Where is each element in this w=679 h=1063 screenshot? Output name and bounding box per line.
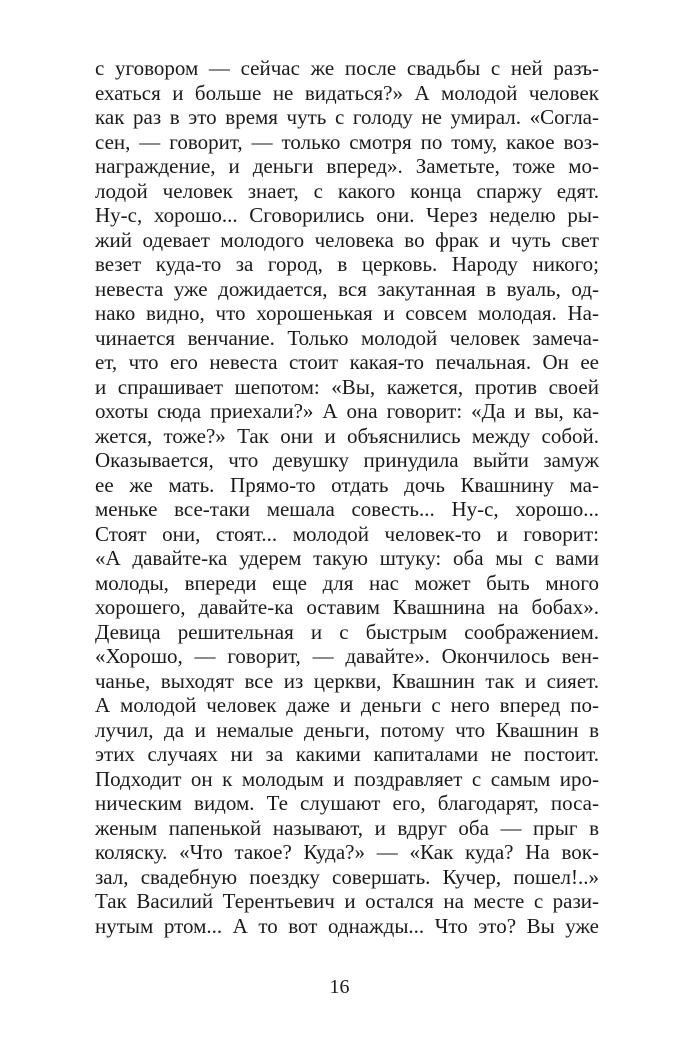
text-line: ет, что его невеста стоит какая-то печальная. Он ее [95, 350, 599, 374]
text-line: меньке все-таки мешала совесть... Ну-с, хорошо... [95, 497, 599, 521]
text-line: Оказывается, что девушку принудила выйти замуж [95, 448, 599, 472]
text-line: жется, тоже?» Так они и объяснились между собой. [95, 423, 599, 448]
text-line: Подходит он к молодым и поздравляет с самым иро- [95, 766, 599, 791]
text-line: награждение, и деньги вперед». Заметьте, тоже мо- [95, 154, 599, 178]
body-text [95, 56, 599, 938]
text-line: лучил, да и немалые деньги, потому что Квашнин в [95, 717, 599, 742]
text-line: с уговором — сейчас же после свадьбы с ней разъ- [95, 56, 599, 80]
text-line: Девица решительная и с быстрым соображением. [95, 619, 599, 644]
text-line: хорошего, давайте-ка оставим Квашнина на бобах». [95, 595, 599, 619]
text-line: ехаться и больше не видаться?» А молодой человек [95, 80, 599, 105]
text-line: чинается венчание. Только молодой человек замеча- [95, 325, 599, 350]
text-line: ническим видом. Те слушают его, благодарят, поса- [95, 791, 599, 815]
text-line: охоты сюда приехали?» А она говорит: «Да и вы, ка- [95, 399, 599, 423]
text-line: чанье, выходят все из церкви, Квашнин так и сияет. [95, 668, 599, 693]
text-line: этих случаях ни за какими капиталами не постоит. [95, 742, 599, 766]
text-line: нутым ртом... А то вот однажды... Что это? Вы уже [95, 913, 599, 938]
text-line: Ну-с, хорошо... Сговорились они. Через неделю ры- [95, 203, 599, 227]
text-line: коляску. «Что такое? Куда?» — «Как куда? На вок- [95, 840, 599, 864]
text-line: женым папенькой называют, и вдруг оба — прыг в [95, 815, 599, 840]
text-line: сен, — говорит, — только смотря по тому, какое воз- [95, 129, 599, 154]
text-line: ее же мать. Прямо-то отдать дочь Квашнину ма- [95, 472, 599, 497]
text-line: лодой человек знает, с какого конца спаржу едят. [95, 178, 599, 203]
text-line: как раз в это время чуть с голоду не умирал. «Согла- [95, 105, 599, 129]
text-line: молоды, впереди еще для нас может быть много [95, 570, 599, 595]
page-number: 16 [329, 976, 350, 998]
text-line: нако видно, что хорошенькая и совсем молодая. На- [95, 301, 599, 325]
text-line: жий одевает молодого человека во фрак и чуть свет [95, 227, 599, 252]
text-line: невеста уже дожидается, вся закутанная в вуаль, од- [95, 276, 599, 301]
text-line: «Хорошо, — говорит, — давайте». Окончилось вен- [95, 644, 599, 668]
text-line: зал, свадебную поездку совершать. Кучер, пошел!..» [95, 864, 599, 889]
text-line: «А давайте-ка удерем такую штуку: оба мы с вами [95, 546, 599, 570]
text-line: Стоят они, стоят... молодой человек-то и говорит: [95, 521, 599, 546]
text-line: Так Василий Терентьевич и остался на месте с рази- [95, 889, 599, 913]
text-line: и спрашивает шепотом: «Вы, кажется, против своей [95, 374, 599, 399]
text-line: везет куда-то за город, в церковь. Народу никого; [95, 252, 599, 276]
text-line: А молодой человек даже и деньги с него вперед по- [95, 693, 599, 717]
